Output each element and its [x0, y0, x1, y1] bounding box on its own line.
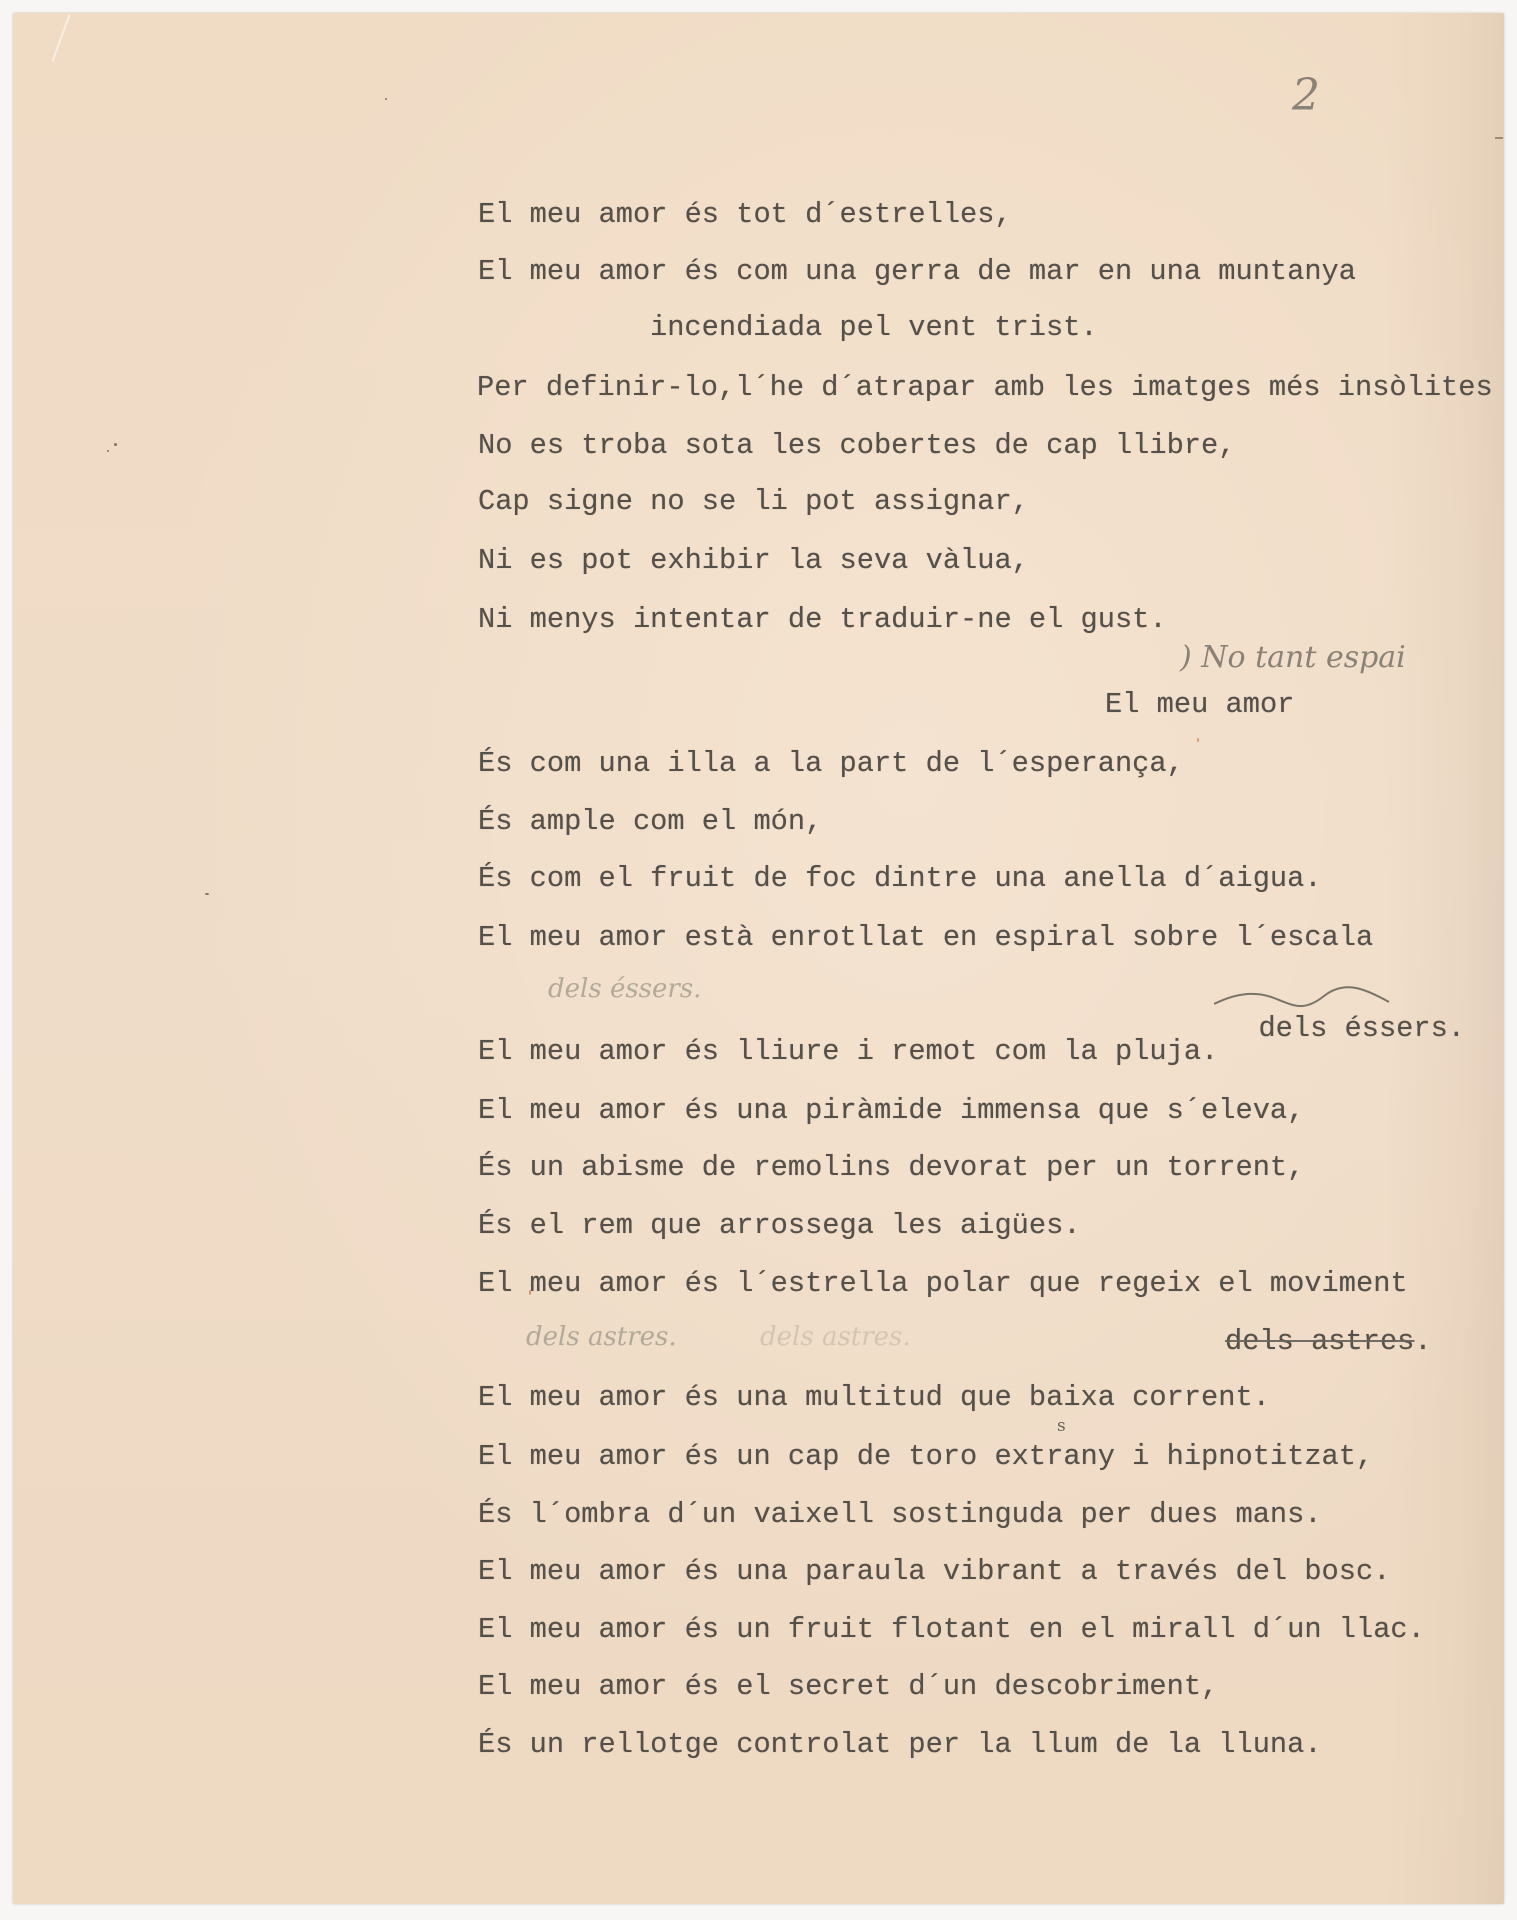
- handwritten-note-spacing: ) No tant espai: [1180, 640, 1406, 675]
- typed-dels-essers-cancelled: [1224, 978, 1517, 1045]
- poem-line-8: Ni menys intentar de traduir-ne el gust.: [478, 603, 1167, 636]
- poem-line-10: És com una illa a la part de l´esperança,: [478, 747, 1184, 780]
- poem-line-4: Per definir-lo,l´he d´atrapar amb les imatges més insòlites: [477, 371, 1493, 404]
- poem-line-27: És un rellotge controlat per la llum de la lluna.: [478, 1728, 1322, 1761]
- poem-line-7: Ni es pot exhibir la seva vàlua,: [478, 544, 1029, 577]
- paper-speck: [107, 450, 109, 452]
- page-number: 2: [1292, 70, 1320, 121]
- typed-dels-essers-text: dels éssers.: [1258, 1012, 1466, 1045]
- paper-speck: [385, 98, 387, 100]
- poem-line-13: El meu amor està enrotllat en espiral sobre l´escala: [478, 921, 1374, 954]
- handwritten-dels-astres: dels astres.: [526, 1322, 677, 1352]
- poem-line-1: El meu amor és tot d´estrelles,: [478, 198, 1012, 231]
- edge-mark: [1495, 137, 1503, 139]
- pencil-wavy-cancel-line: [1214, 982, 1414, 1012]
- paper-speck: [205, 893, 209, 895]
- paper-speck: [114, 443, 117, 446]
- poem-line-12: És com el fruit de foc dintre una anella d´aigua.: [478, 862, 1322, 895]
- typed-dels-astres-struck: [1225, 1325, 1432, 1359]
- poem-line-el-meu-amor-right: El meu amor: [1105, 688, 1295, 721]
- poem-line-24: El meu amor és una paraula vibrant a través del bosc.: [478, 1555, 1391, 1588]
- paper-speck: [1197, 738, 1199, 742]
- poem-line-26: El meu amor és el secret d´un descobriment,: [478, 1670, 1219, 1703]
- poem-line-3-indented: incendiada pel vent trist.: [650, 311, 1098, 344]
- typed-dels-astres-text: dels astres: [1225, 1325, 1415, 1358]
- poem-line-2: El meu amor és com una gerra de mar en una muntanya: [478, 255, 1356, 288]
- poem-line-11: És ample com el món,: [478, 805, 823, 838]
- poem-line-23: És l´ombra d´un vaixell sostinguda per dues mans.: [478, 1498, 1322, 1531]
- poem-line-19: El meu amor és l´estrella polar que regeix el moviment: [478, 1267, 1408, 1300]
- poem-line-21: El meu amor és una multitud que baixa corrent.: [478, 1381, 1270, 1414]
- poem-line-22: El meu amor és un cap de toro extrany i hipnotitzat,: [478, 1440, 1374, 1473]
- poem-line-6: Cap signe no se li pot assignar,: [478, 485, 1029, 518]
- handwritten-dels-essers: dels éssers.: [548, 974, 702, 1004]
- poem-line-17: És un abisme de remolins devorat per un torrent,: [478, 1151, 1305, 1184]
- poem-line-15: El meu amor és lliure i remot com la pluja.: [478, 1035, 1219, 1068]
- poem-line-25: El meu amor és un fruit flotant en el mirall d´un llac.: [478, 1613, 1425, 1646]
- handwritten-dels-astres-faint: dels astres.: [760, 1322, 911, 1352]
- poem-line-18: És el rem que arrossega les aigües.: [478, 1209, 1081, 1242]
- typed-dels-astres-period: .: [1414, 1325, 1432, 1358]
- handwritten-correction-s: s: [1057, 1416, 1066, 1436]
- poem-line-5: No es troba sota les cobertes de cap llibre,: [478, 429, 1236, 462]
- poem-line-16: El meu amor és una piràmide immensa que s´eleva,: [478, 1094, 1305, 1127]
